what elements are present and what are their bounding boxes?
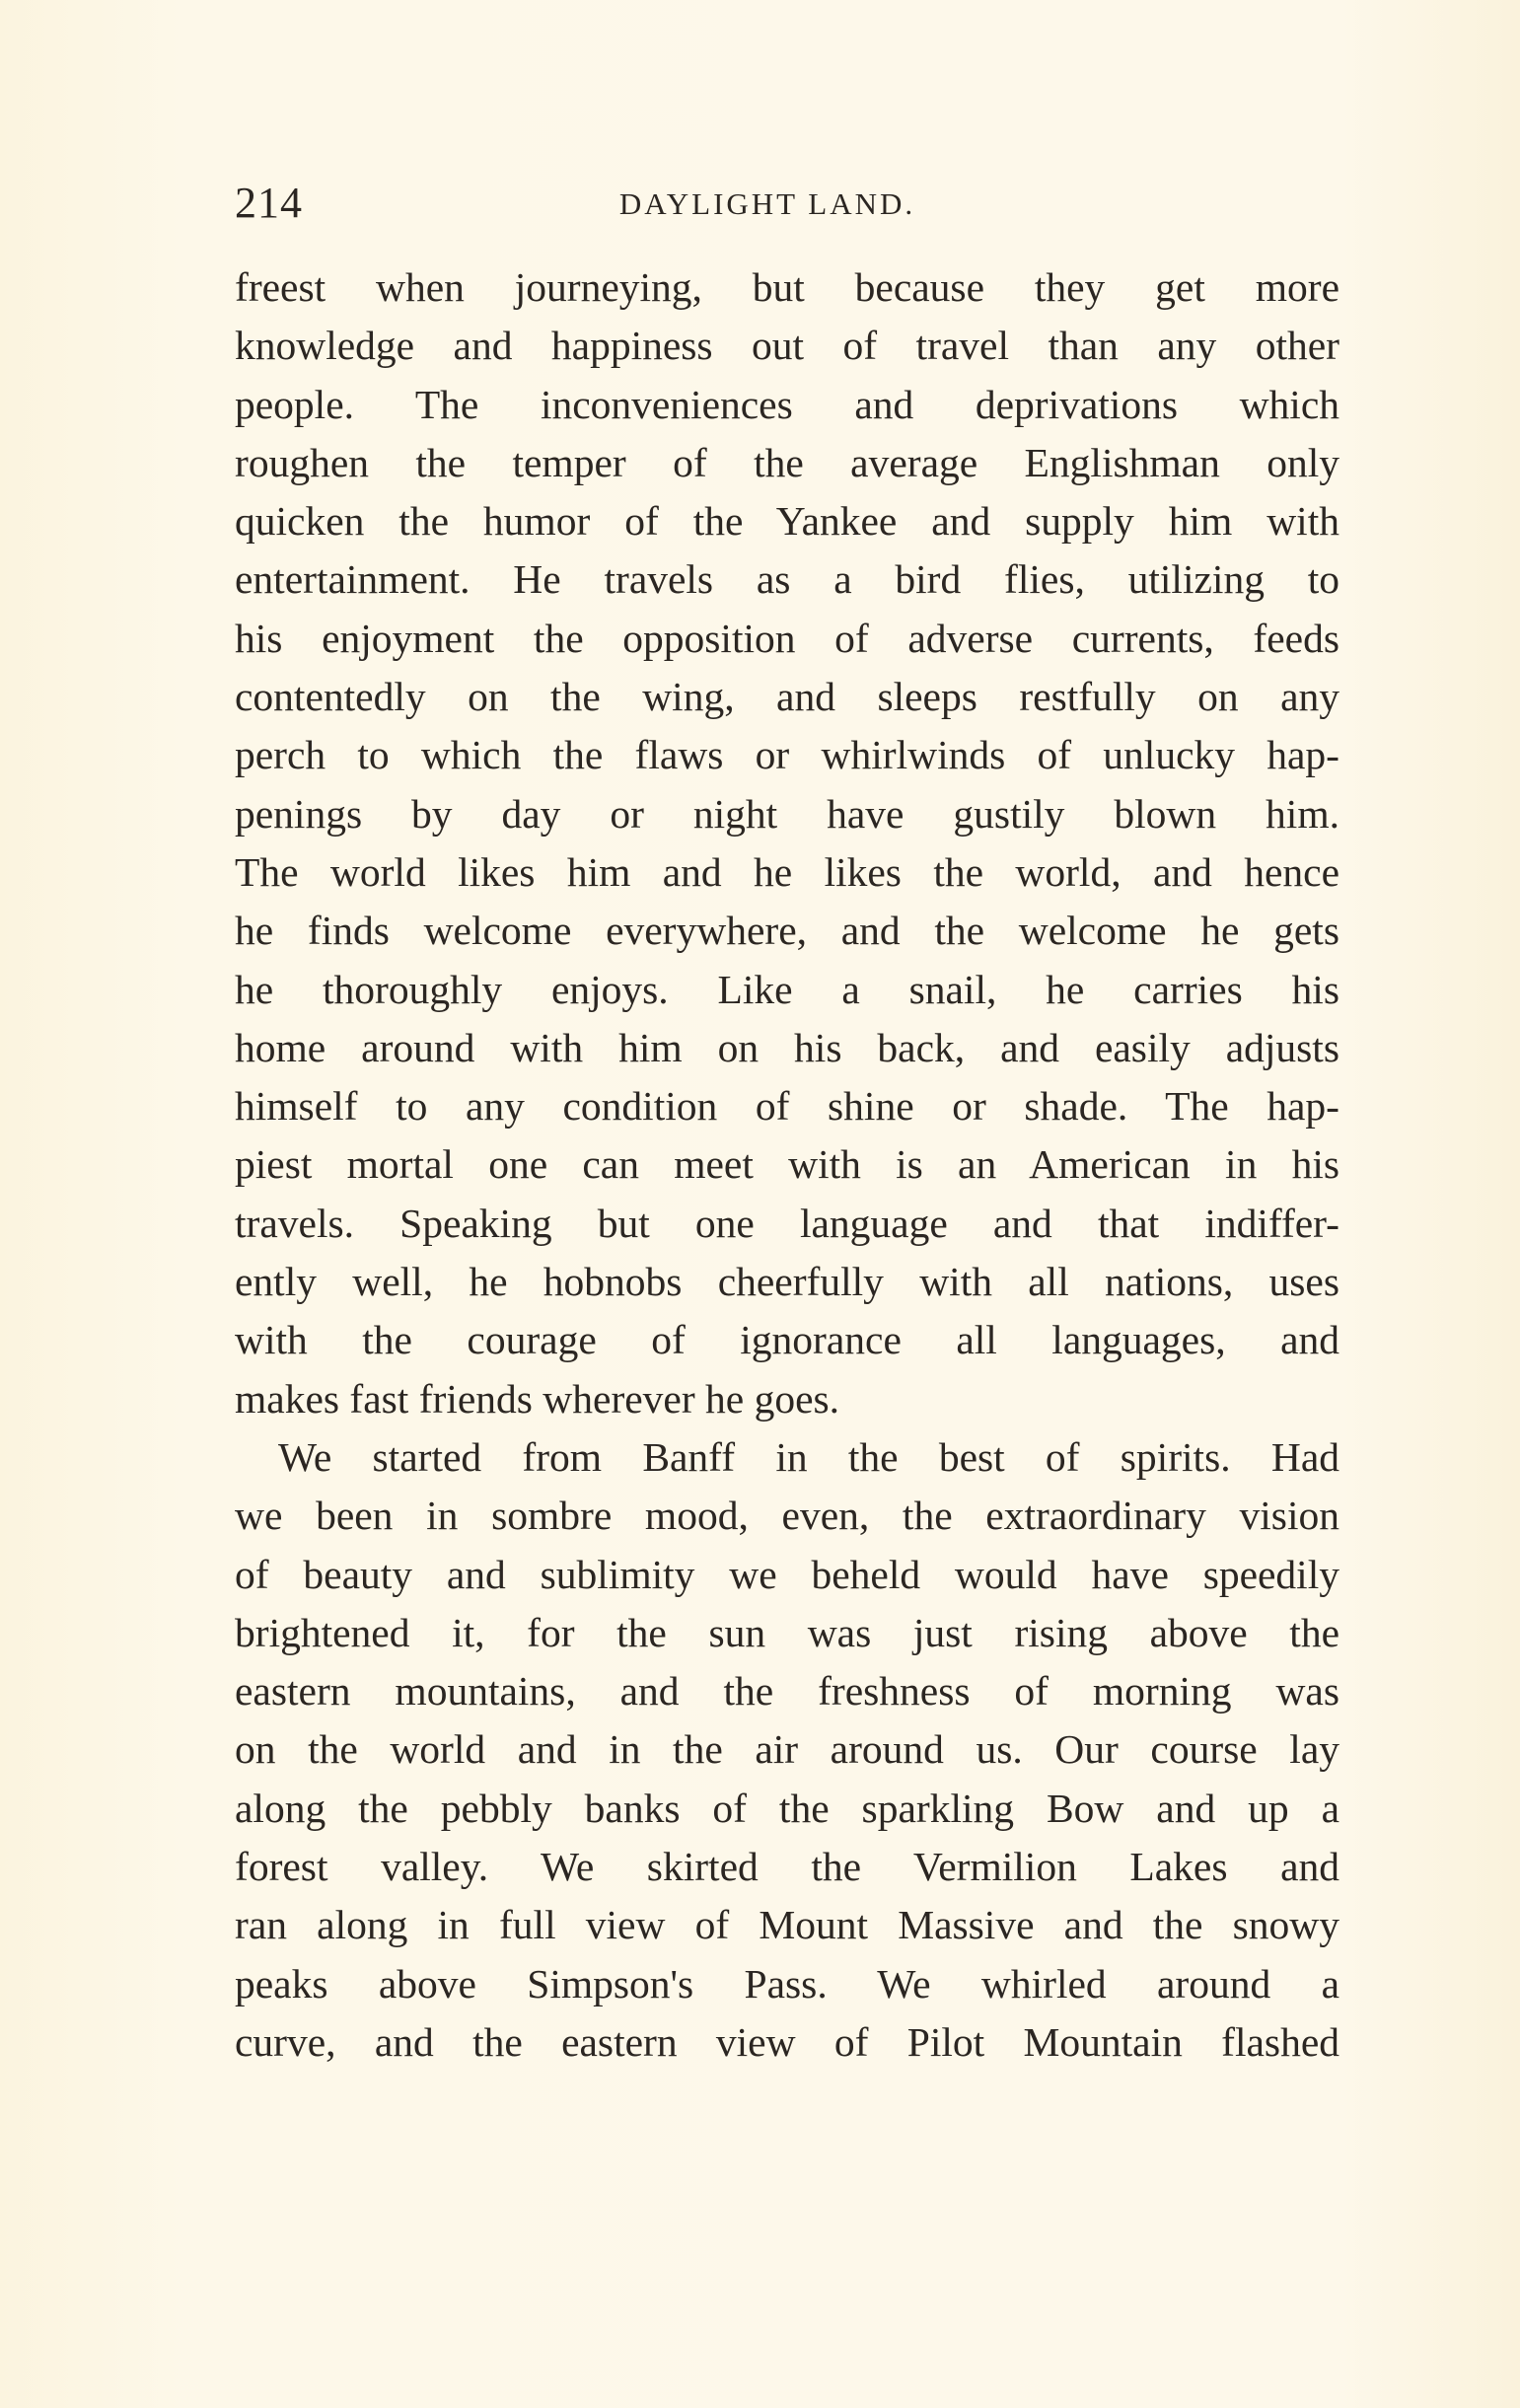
text-line: freest when journeying, but because they get more <box>235 264 1339 310</box>
text-line: we been in sombre mood, even, the extraordinary vision <box>235 1493 1339 1539</box>
text-line: ran along in full view of Mount Massive and the snowy <box>235 1902 1339 1948</box>
text-line: piest mortal one can meet with is an American in his <box>235 1141 1339 1188</box>
text-line: home around with him on his back, and easily adjusts <box>235 1024 1339 1070</box>
paragraph-start-line: We started from Banff in the best of spirits. Had <box>278 1433 1339 1480</box>
text-line: people. The inconveniences and deprivations which <box>235 381 1339 427</box>
text-line: forest valley. We skirted the Vermilion Lakes and <box>235 1844 1339 1890</box>
text-line: along the pebbly banks of the sparkling Bow and up a <box>235 1785 1339 1831</box>
text-line: travels. Speaking but one language and that indiffer- <box>235 1200 1339 1246</box>
text-line: curve, and the eastern view of Pilot Mountain flashed <box>235 2018 1339 2065</box>
text-line: he thoroughly enjoys. Like a snail, he carries his <box>235 966 1339 1012</box>
text-line: he finds welcome everywhere, and the welcome he gets <box>235 908 1339 954</box>
text-line: knowledge and happiness out of travel than any other <box>235 323 1339 369</box>
text-line: ently well, he hobnobs cheerfully with all nations, uses <box>235 1259 1339 1305</box>
running-title: DAYLIGHT LAND. <box>618 186 916 221</box>
text-line: with the courage of ignorance all languages, and <box>235 1317 1339 1363</box>
text-line: contentedly on the wing, and sleeps restfully on any <box>235 674 1339 720</box>
body-text <box>235 258 1339 2072</box>
text-line: entertainment. He travels as a bird flies, utilizing to <box>235 556 1339 603</box>
text-line: his enjoyment the opposition of adverse currents, feeds <box>235 615 1339 661</box>
text-line: penings by day or night have gustily blown him. <box>235 790 1339 837</box>
text-line: perch to which the flaws or whirlwinds of unlucky hap- <box>235 732 1339 778</box>
text-line: of beauty and sublimity we beheld would have speedily <box>235 1551 1339 1597</box>
text-line: brightened it, for the sun was just rising above the <box>235 1609 1339 1655</box>
text-line: roughen the temper of the average Englishman only <box>235 439 1339 485</box>
text-line: himself to any condition of shine or shade. The hap- <box>235 1083 1339 1130</box>
paragraph-end-line: makes fast friends wherever he goes. <box>235 1375 840 1422</box>
page-number: 214 <box>235 179 303 227</box>
text-line: peaks above Simpson's Pass. We whirled around a <box>235 1960 1339 2007</box>
running-head <box>235 174 1339 233</box>
text-line: on the world and in the air around us. Our course lay <box>235 1726 1339 1773</box>
text-line: quicken the humor of the Yankee and supply him with <box>235 498 1339 545</box>
text-line: eastern mountains, and the freshness of morning was <box>235 1668 1339 1715</box>
text-line: The world likes him and he likes the world, and hence <box>235 848 1339 895</box>
